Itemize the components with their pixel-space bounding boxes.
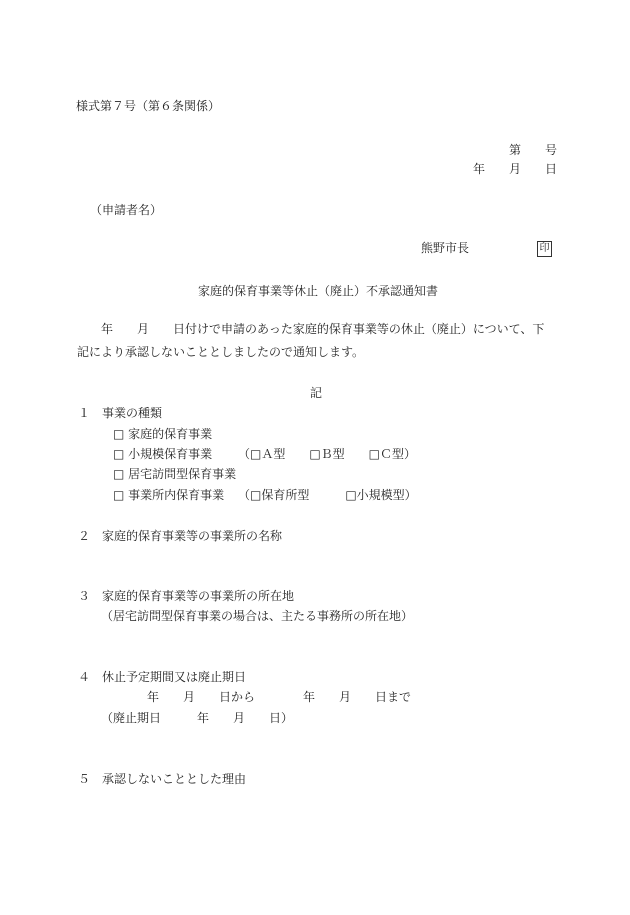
option-workplace-types: （□保育所型 □小規模型） (238, 488, 417, 502)
suspension-period: 年 月 日から 年 月 日まで (147, 690, 412, 704)
section-4-heading: ４ 休止予定期間又は廃止期日 (78, 670, 247, 684)
option-home-daycare: □ 家庭的保育事業 (113, 427, 213, 441)
seal-stamp: 印 (537, 241, 552, 257)
issuer-name: 熊野市長 (421, 241, 470, 255)
section-1-heading: １ 事業の種類 (78, 406, 163, 420)
ki-heading: 記 (310, 386, 323, 400)
option-small-scale-types: （□Ａ型 □Ｂ型 □Ｃ型） (238, 447, 417, 461)
section-3-heading: ３ 家庭的保育事業等の事業所の所在地 (78, 589, 295, 603)
body-line-1: 年 月 日付けで申請のあった家庭的保育事業等の休止（廃止）について、下 (77, 322, 545, 336)
section-2-heading: ２ 家庭的保育事業等の事業所の名称 (78, 529, 283, 543)
option-home-visit: □ 居宅訪問型保育事業 (113, 467, 237, 481)
section-3-note: （居宅訪問型保育事業の場合は、主たる事務所の所在地） (101, 609, 414, 623)
document-title: 家庭的保育事業等休止（廃止）不承認通知書 (198, 284, 439, 298)
section-5-heading: ５ 承認しないこととした理由 (78, 772, 247, 786)
issue-date: 年 月 日 (473, 162, 558, 176)
form-label: 様式第７号（第６条関係） (76, 99, 221, 113)
abolition-date: （廃止期日 年 月 日） (101, 711, 294, 725)
body-line-2: 記により承認しないこととしましたので通知します。 (77, 345, 365, 359)
option-small-scale: □ 小規模保育事業 (113, 447, 213, 461)
option-workplace: □ 事業所内保育事業 (113, 488, 225, 502)
document-number: 第 号 (509, 143, 558, 157)
applicant-name: （申請者名） (90, 203, 163, 217)
